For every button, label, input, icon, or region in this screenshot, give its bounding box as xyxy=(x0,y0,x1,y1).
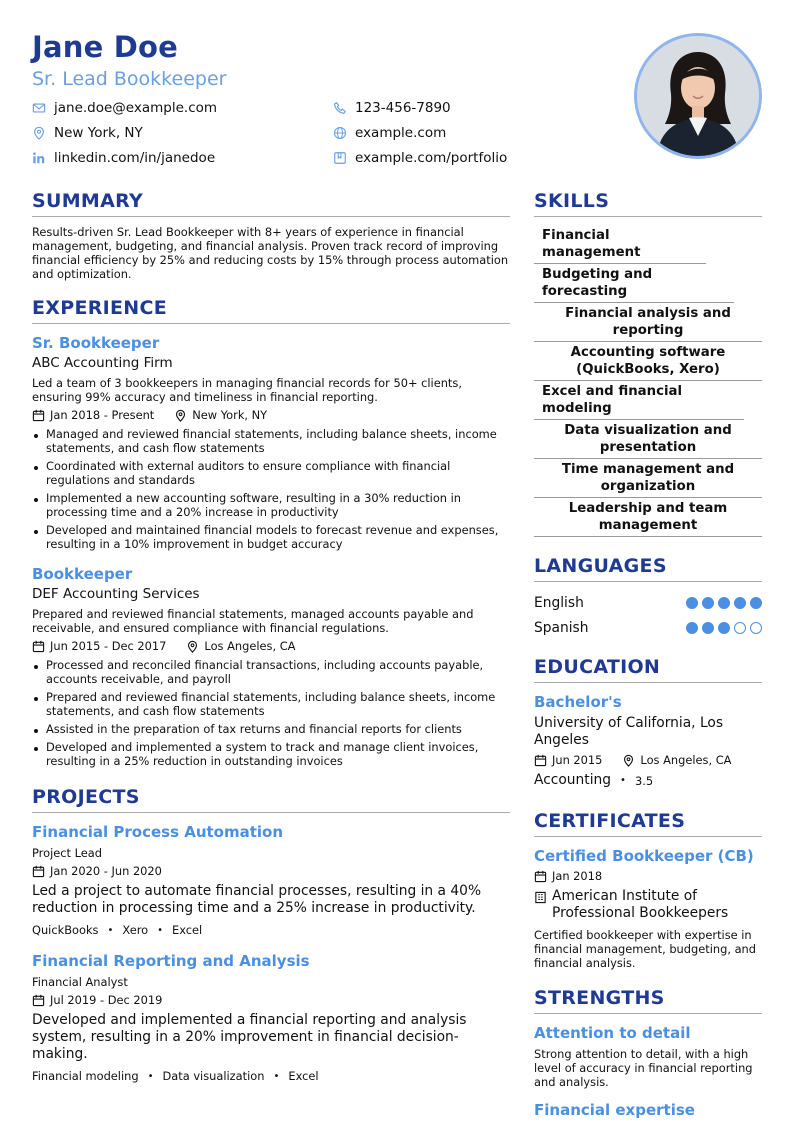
project-tags: QuickBooks • Xero • Excel xyxy=(32,923,203,937)
education-field-row: Accounting • 3.5 xyxy=(534,772,654,788)
language-level xyxy=(686,597,762,609)
left-column xyxy=(32,190,510,1083)
project-tag: Excel xyxy=(288,1069,319,1083)
candidate-title: Sr. Lead Bookkeeper xyxy=(32,68,227,90)
building-icon xyxy=(534,891,547,904)
job-bullet: Implemented a new accounting software, resulting in a 30% reduction in processing time and a 20% increase in productivity xyxy=(32,491,510,519)
candidate-name: Jane Doe xyxy=(32,30,179,64)
project-meta xyxy=(32,993,510,1007)
education-school: University of California, Los Angeles xyxy=(534,715,724,748)
project-dates: Jan 2020 - Jun 2020 xyxy=(50,864,162,878)
rating-dot-filled xyxy=(702,622,714,634)
job-bullet: Developed and maintained financial models to forecast revenue and expenses, resulting in a 10% improvement in budget accuracy xyxy=(32,523,510,551)
location-pin-icon xyxy=(622,754,635,767)
education-gpa: 3.5 xyxy=(634,773,654,788)
contact-linkedin[interactable] xyxy=(32,149,333,167)
project-tag: Data visualization xyxy=(162,1069,265,1083)
project-tags: Financial modeling • Data visualization • Excel xyxy=(32,1069,319,1083)
skill-item: Time management and organization xyxy=(534,459,762,498)
contact-location xyxy=(32,124,333,142)
project-tag: Xero xyxy=(122,923,149,937)
experience-heading: EXPERIENCE xyxy=(32,297,510,324)
job-role: Sr. Bookkeeper xyxy=(32,334,160,352)
job-location: New York, NY xyxy=(192,408,268,422)
calendar-icon xyxy=(32,640,45,653)
calendar-icon xyxy=(534,870,547,883)
rating-dot-filled xyxy=(718,597,730,609)
job-bullets xyxy=(32,427,510,551)
rating-dot-filled xyxy=(686,622,698,634)
job-dates: Jun 2015 - Dec 2017 xyxy=(50,639,167,653)
calendar-icon xyxy=(534,754,547,767)
language-row xyxy=(534,590,762,615)
strength-title: Financial expertise xyxy=(534,1101,695,1119)
education-heading: EDUCATION xyxy=(534,656,762,683)
skills-heading: SKILLS xyxy=(534,190,762,217)
strengths-heading: STRENGTHS xyxy=(534,987,762,1014)
job-bullet: Processed and reconciled financial transactions, including accounts payable, accounts receivable, and payroll xyxy=(32,658,510,686)
rating-dot-filled xyxy=(686,597,698,609)
job-company: ABC Accounting Firm xyxy=(32,355,173,371)
location-text: New York, NY xyxy=(54,125,143,141)
calendar-icon xyxy=(32,409,45,422)
contact-website[interactable] xyxy=(333,124,523,142)
strength-title: Attention to detail xyxy=(534,1024,691,1042)
project-entry xyxy=(32,823,510,937)
calendar-icon xyxy=(32,865,45,878)
job-bullet: Assisted in the preparation of tax returns and financial reports for clients xyxy=(32,722,510,736)
job-meta xyxy=(32,408,510,422)
certificate-issuer: American Institute of Professional Bookkeepers xyxy=(552,888,729,921)
linkedin-text: linkedin.com/in/janedoe xyxy=(54,150,216,166)
project-description: Led a project to automate financial processes, resulting in a 40% reduction in processing time and a 25% increase in productivity. xyxy=(32,883,482,916)
certificate-issuer-row xyxy=(534,888,762,922)
job-description: Led a team of 3 bookkeepers in managing financial records for 50+ clients, ensuring 99% accuracy and timeliness in financial reporting. xyxy=(32,376,462,404)
calendar-icon xyxy=(32,994,45,1007)
skill-item: Financial analysis and reporting xyxy=(534,303,762,342)
certificate-description: Certified bookkeeper with expertise in financial management, budgeting, and financial analysis. xyxy=(534,928,757,970)
portfolio-icon xyxy=(333,151,347,165)
projects-heading: PROJECTS xyxy=(32,786,510,813)
contact-info xyxy=(32,99,522,167)
certificate-date: Jan 2018 xyxy=(552,869,603,883)
certificate-meta xyxy=(534,869,762,883)
certificates-heading: CERTIFICATES xyxy=(534,810,762,837)
skill-item: Budgeting and forecasting xyxy=(534,264,734,303)
job-bullet: Managed and reviewed financial statements, including balance sheets, income statements, and cash flow statements xyxy=(32,427,510,455)
job-entry xyxy=(32,334,510,551)
languages-heading: LANGUAGES xyxy=(534,555,762,582)
project-title: Financial Process Automation xyxy=(32,823,284,841)
skill-item: Financial management xyxy=(534,225,706,264)
education-location: Los Angeles, CA xyxy=(640,753,732,767)
email-text: jane.doe@example.com xyxy=(54,100,218,116)
project-role: Financial Analyst xyxy=(32,975,128,989)
language-name: English xyxy=(534,594,584,611)
contact-phone[interactable] xyxy=(333,99,523,117)
language-level xyxy=(686,622,762,634)
skills-list xyxy=(534,225,762,537)
right-column xyxy=(534,190,762,1119)
location-pin-icon xyxy=(174,409,187,422)
education-meta xyxy=(534,753,762,767)
education-field: Accounting xyxy=(534,772,612,788)
job-location: Los Angeles, CA xyxy=(204,639,296,653)
education-date: Jun 2015 xyxy=(552,753,603,767)
phone-icon xyxy=(333,101,347,115)
rating-dot-filled xyxy=(718,622,730,634)
skill-item: Excel and financial modeling xyxy=(534,381,744,420)
job-meta xyxy=(32,639,510,653)
project-entry xyxy=(32,952,510,1083)
location-pin-icon xyxy=(32,126,46,140)
project-dates: Jul 2019 - Dec 2019 xyxy=(50,993,163,1007)
language-name: Spanish xyxy=(534,619,589,636)
linkedin-icon xyxy=(32,151,46,165)
rating-dot-empty xyxy=(734,622,746,634)
job-bullet: Coordinated with external auditors to ensure compliance with financial regulations and standards xyxy=(32,459,510,487)
job-role: Bookkeeper xyxy=(32,565,133,583)
globe-icon xyxy=(333,126,347,140)
envelope-icon xyxy=(32,101,46,115)
rating-dot-filled xyxy=(750,597,762,609)
skill-item: Accounting software (QuickBooks, Xero) xyxy=(534,342,762,381)
strength-description: Strong attention to detail, with a high level of accuracy in financial reporting and analysis. xyxy=(534,1047,753,1089)
phone-text: 123-456-7890 xyxy=(355,100,451,116)
project-title: Financial Reporting and Analysis xyxy=(32,952,310,970)
job-bullets xyxy=(32,658,510,768)
job-company: DEF Accounting Services xyxy=(32,586,200,602)
job-description: Prepared and reviewed financial statements, managed accounts payable and receivable, and ensured compliance with financial regulations. xyxy=(32,607,474,635)
project-tag: Financial modeling xyxy=(32,1069,139,1083)
project-meta xyxy=(32,864,510,878)
contact-email[interactable] xyxy=(32,99,333,117)
skill-item: Data visualization and presentation xyxy=(534,420,762,459)
skill-item: Leadership and team management xyxy=(534,498,762,537)
location-pin-icon xyxy=(186,640,199,653)
job-bullet: Prepared and reviewed financial statements, including balance sheets, income statements, and cash flow statements xyxy=(32,690,510,718)
education-degree: Bachelor's xyxy=(534,693,622,711)
portfolio-text: example.com/portfolio xyxy=(355,150,508,166)
rating-dot-filled xyxy=(702,597,714,609)
rating-dot-empty xyxy=(750,622,762,634)
rating-dot-filled xyxy=(734,597,746,609)
profile-photo xyxy=(634,33,762,159)
summary-text: Results-driven Sr. Lead Bookkeeper with 8+ years of experience in financial management, budgeting, and financial analysis. Proven track record of improving financial efficiency by 25% and reducing costs by 15% through process automation and optimization. xyxy=(32,225,509,281)
project-description: Developed and implemented a financial reporting and analysis system, resulting in a 20% improvement in financial decision-making. xyxy=(32,1012,467,1062)
job-dates: Jan 2018 - Present xyxy=(50,408,155,422)
project-tag: Excel xyxy=(172,923,203,937)
language-row xyxy=(534,615,762,640)
certificate-title: Certified Bookkeeper (CB) xyxy=(534,847,754,865)
project-role: Project Lead xyxy=(32,846,102,860)
project-tag: QuickBooks xyxy=(32,923,99,937)
website-text: example.com xyxy=(355,125,447,141)
contact-portfolio[interactable] xyxy=(333,149,523,167)
job-bullet: Developed and implemented a system to track and manage client invoices, resulting in a 25% reduction in outstanding invoices xyxy=(32,740,510,768)
summary-heading: SUMMARY xyxy=(32,190,510,217)
job-entry xyxy=(32,565,510,768)
